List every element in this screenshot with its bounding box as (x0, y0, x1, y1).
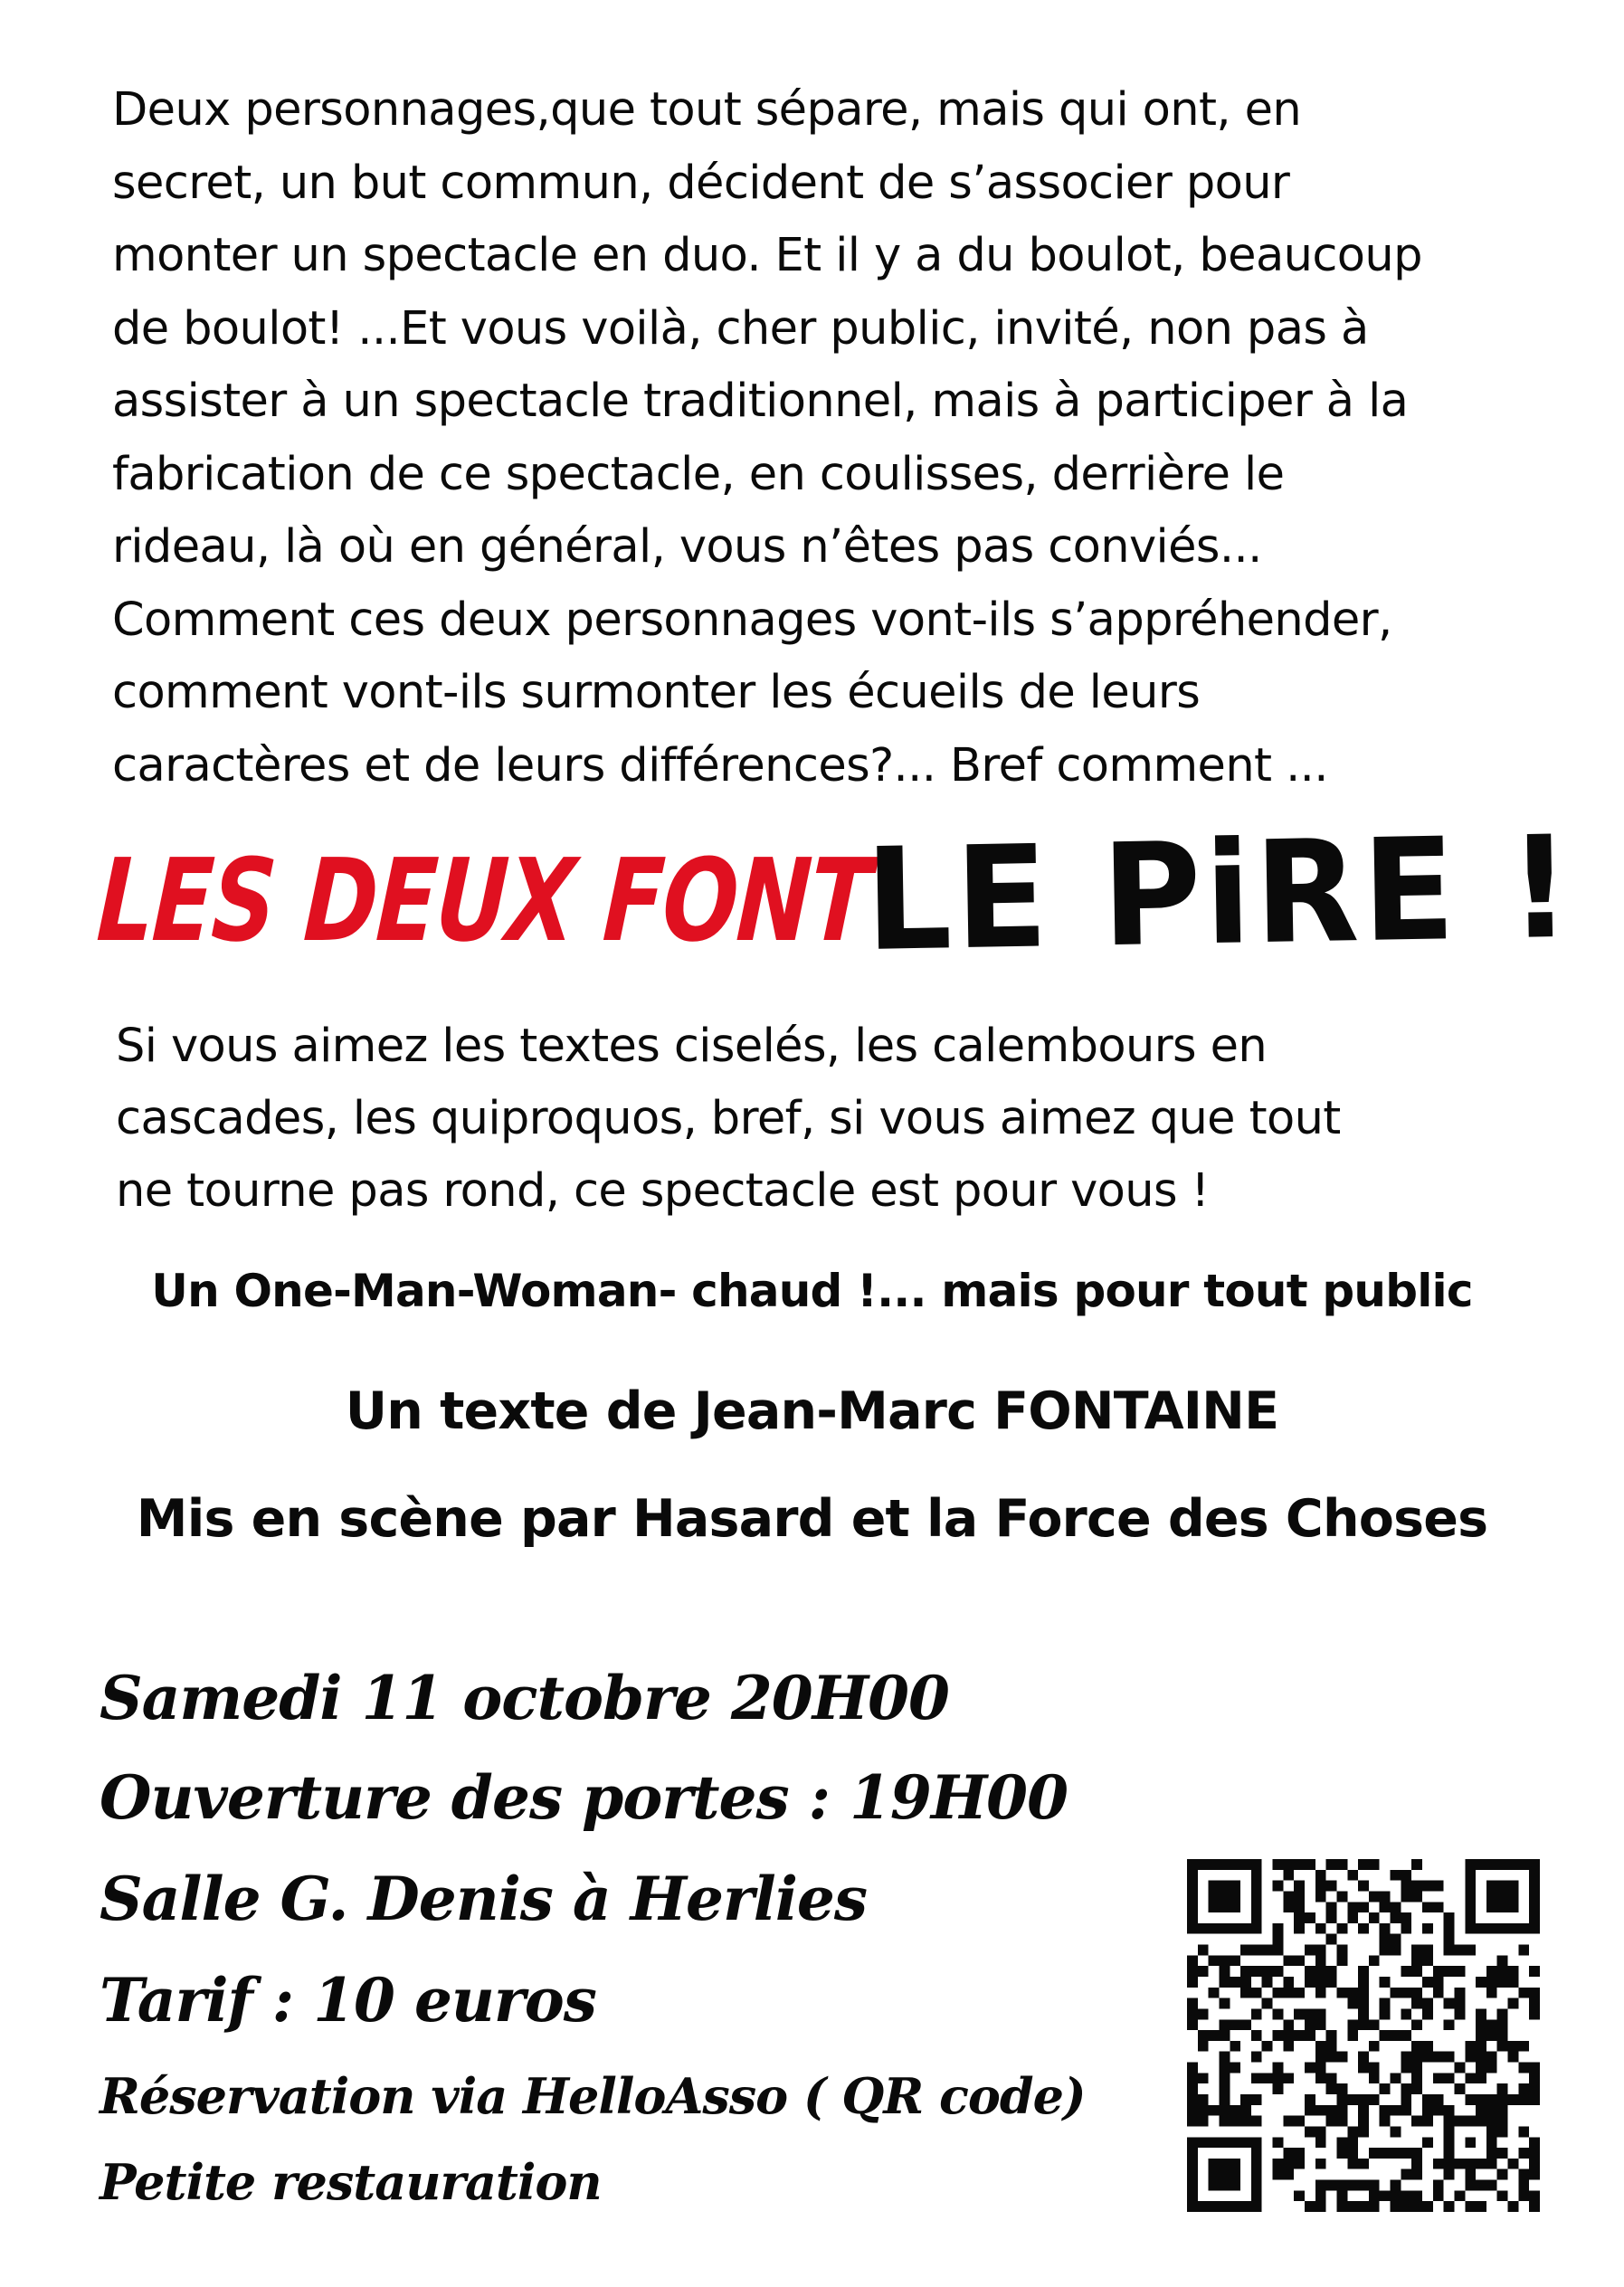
intro-line: de boulot! ...Et vous voilà, cher public, invité, non pas à (112, 301, 1369, 356)
author-credit: Un texte de Jean-Marc FONTAINE (345, 1381, 1279, 1441)
intro-line: monter un spectacle en duo. Et il y a du boulot, beaucoup (112, 229, 1422, 282)
pitch-paragraph (116, 1011, 1563, 1228)
intro-line: fabrication de ce spectacle, en coulisses, derrière le (112, 447, 1285, 501)
intro-line: Comment ces deux personnages vont-ils s’appréhender, (112, 593, 1392, 647)
pitch-line: cascades, les quiproquos, bref, si vous aimez que tout (116, 1092, 1341, 1145)
venue: Salle G. Denis à Herlies (100, 1864, 868, 1934)
intro-line: assister à un spectacle traditionnel, mais à participer à la (112, 375, 1409, 428)
show-title (93, 804, 1576, 995)
price: Tarif : 10 euros (100, 1965, 596, 2036)
qr-code-icon[interactable] (1187, 1859, 1540, 2212)
intro-line: secret, un but commun, décident de s’associer pour (112, 156, 1290, 210)
intro-line: caractères et de leurs différences?... Bref comment ... (112, 738, 1328, 792)
pitch-line: Si vous aimez les textes ciselés, les calembours en (116, 1020, 1268, 1073)
intro-paragraph (112, 74, 1596, 802)
event-date: Samedi 11 octobre 20H00 (100, 1663, 949, 1733)
director-credit: Mis en scène par Hasard et la Force des Choses (136, 1489, 1488, 1549)
show-title-black-part: LE PiRE ! (864, 804, 1576, 982)
pitch-line: ne tourne pas rond, ce spectacle est pour vous ! (116, 1164, 1210, 1218)
intro-line: rideau, là où en général, vous n’êtes pas conviés... (112, 520, 1262, 574)
booking-info: Réservation via HelloAsso ( QR code) (100, 2067, 1086, 2125)
catering-info: Petite restauration (100, 2153, 602, 2211)
intro-line: comment vont-ils surmonter les écueils de leurs (112, 666, 1201, 719)
intro-line: Deux personnages,que tout sépare, mais qui ont, en (112, 83, 1302, 137)
doors-opening: Ouverture des portes : 19H00 (100, 1762, 1068, 1833)
tagline: Un One-Man-Woman- chaud !... mais pour tout public (151, 1265, 1473, 1317)
show-title-red-part: LES DEUX FONT (93, 834, 873, 967)
